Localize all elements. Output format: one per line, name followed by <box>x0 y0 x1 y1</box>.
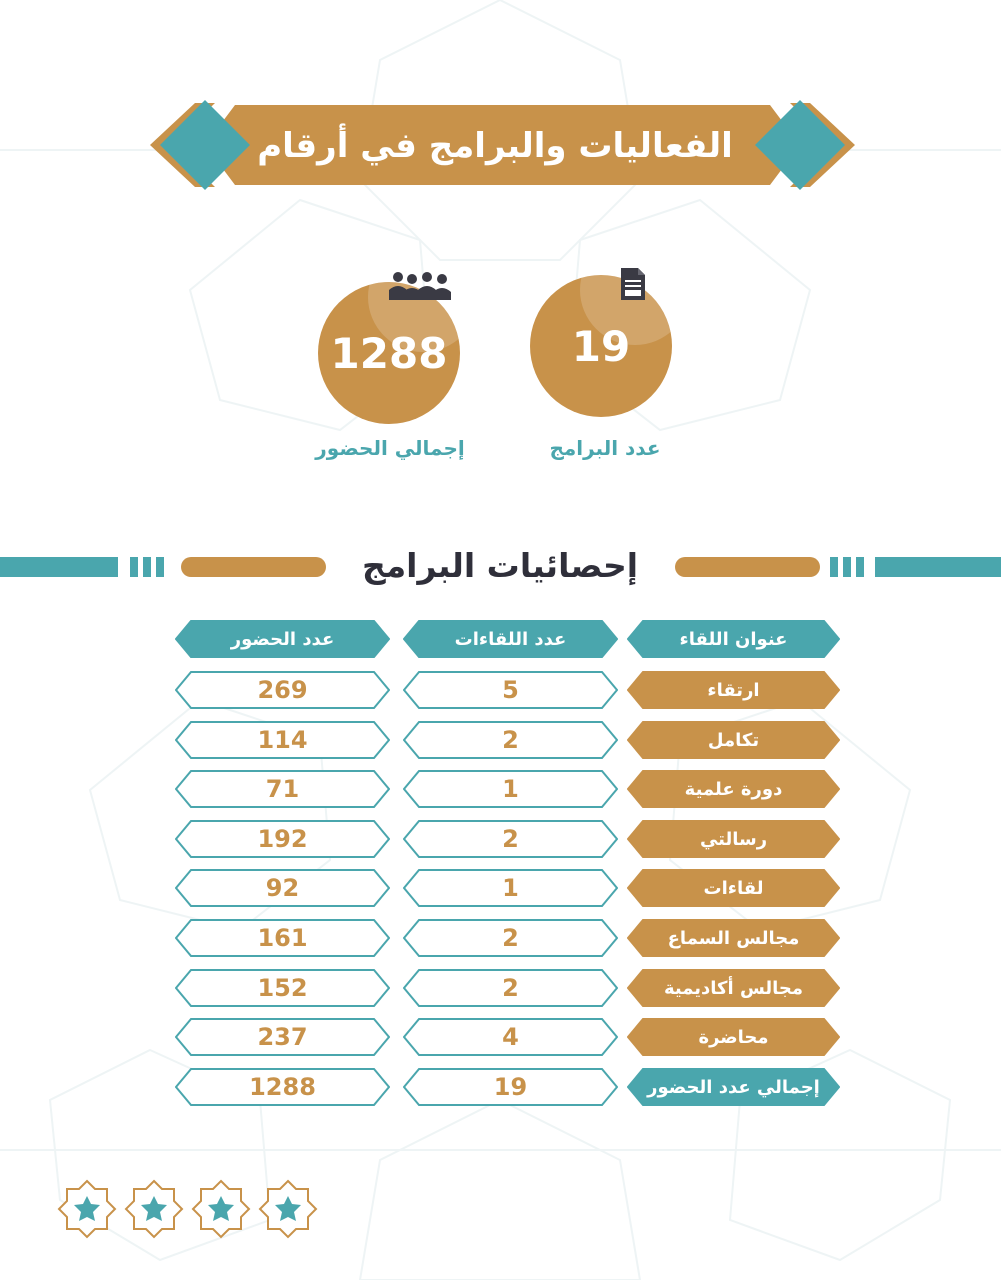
header-title-text: عنوان اللقاء <box>679 628 788 650</box>
header-meetings-text: عدد اللقاءات <box>454 628 567 650</box>
row-attendance <box>175 1018 390 1056</box>
attendance-total-label: إجمالي الحضور <box>315 436 465 460</box>
row-meetings <box>403 919 618 957</box>
row-title <box>627 671 840 709</box>
row-meetings-text: 2 <box>502 726 519 754</box>
page-title: الفعاليات والبرامج في أرقام <box>257 126 733 166</box>
row-title <box>627 969 840 1007</box>
row-title-text: مجالس السماع <box>667 927 800 949</box>
attendance-total-circle <box>318 282 460 424</box>
row-meetings-text: 1 <box>502 775 519 803</box>
row-meetings <box>403 869 618 907</box>
total-meetings-text: 19 <box>493 1073 528 1101</box>
row-title <box>627 820 840 858</box>
decorative-stars <box>55 1178 325 1240</box>
programs-count-value: 19 <box>571 321 631 371</box>
attendance-total-value: 1288 <box>330 328 448 378</box>
row-meetings-text: 1 <box>502 874 519 902</box>
row-attendance-text: 114 <box>257 726 308 754</box>
row-title <box>627 919 840 957</box>
row-attendance <box>175 721 390 759</box>
row-meetings <box>403 820 618 858</box>
total-title-text: إجمالي عدد الحضور <box>647 1076 820 1098</box>
row-attendance <box>175 869 390 907</box>
row-title-text: دورة علمية <box>684 778 783 800</box>
row-title <box>627 869 840 907</box>
row-attendance-text: 161 <box>257 924 308 952</box>
total-meetings <box>403 1068 618 1106</box>
total-title <box>627 1068 840 1106</box>
row-title-text: مجالس أكاديمية <box>663 977 804 999</box>
row-meetings-text: 2 <box>502 825 519 853</box>
section-title: إحصائيات البرامج <box>361 545 639 585</box>
row-attendance-text: 71 <box>265 775 300 803</box>
header-attendance <box>175 620 390 658</box>
row-attendance-text: 237 <box>257 1023 308 1051</box>
row-attendance-text: 192 <box>257 825 308 853</box>
programs-count-circle <box>530 275 672 417</box>
row-attendance <box>175 820 390 858</box>
row-attendance-text: 152 <box>257 974 308 1002</box>
row-title <box>627 770 840 808</box>
total-attendance <box>175 1068 390 1106</box>
header-meetings <box>403 620 618 658</box>
row-title-text: تكامل <box>707 729 760 751</box>
row-meetings-text: 2 <box>502 924 519 952</box>
row-attendance <box>175 919 390 957</box>
total-attendance-text: 1288 <box>249 1073 316 1101</box>
row-title-text: ارتقاء <box>707 679 760 701</box>
header-title <box>627 620 840 658</box>
row-title-text: رسالتي <box>699 828 768 850</box>
row-title <box>627 1018 840 1056</box>
people-icon <box>388 270 452 302</box>
row-meetings <box>403 721 618 759</box>
row-meetings-text: 4 <box>502 1023 519 1051</box>
section-divider-right <box>675 555 1001 579</box>
programs-count-label: عدد البرامج <box>549 436 661 460</box>
row-meetings <box>403 969 618 1007</box>
row-meetings-text: 5 <box>502 676 519 704</box>
document-icon <box>618 266 648 302</box>
row-title-text: لقاءات <box>703 877 764 899</box>
row-meetings <box>403 770 618 808</box>
row-attendance-text: 92 <box>265 874 300 902</box>
row-meetings <box>403 671 618 709</box>
row-title-text: محاضرة <box>698 1026 769 1048</box>
row-attendance <box>175 671 390 709</box>
row-attendance <box>175 770 390 808</box>
row-meetings <box>403 1018 618 1056</box>
row-meetings-text: 2 <box>502 974 519 1002</box>
row-title <box>627 721 840 759</box>
section-divider-left <box>0 555 326 579</box>
row-attendance <box>175 969 390 1007</box>
header-attendance-text: عدد الحضور <box>230 628 335 650</box>
row-attendance-text: 269 <box>257 676 308 704</box>
